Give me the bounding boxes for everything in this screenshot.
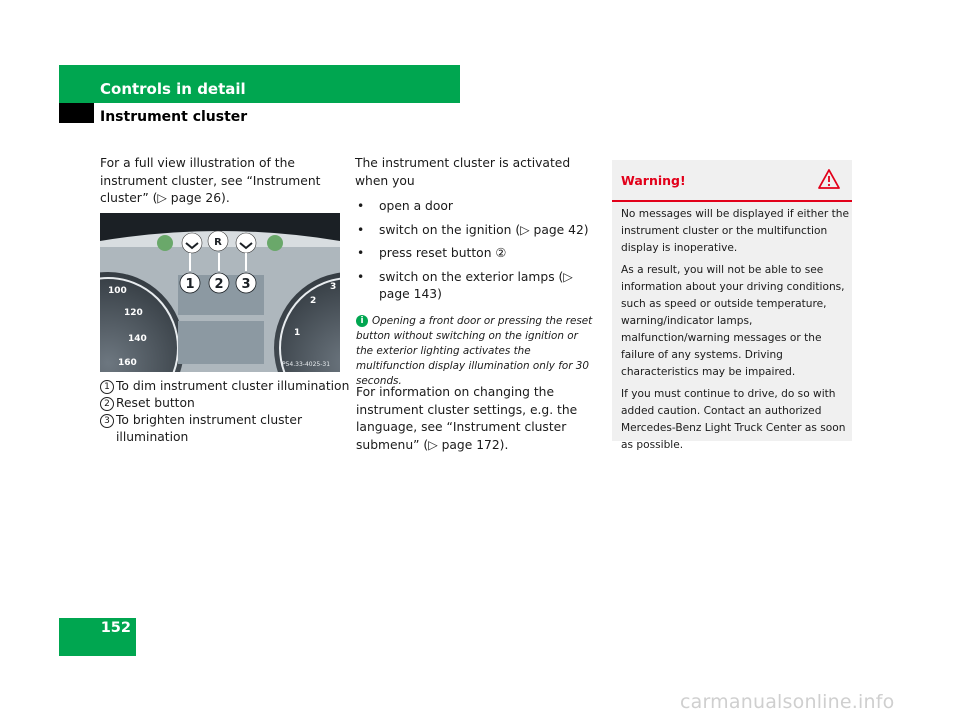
note-text: Opening a front door or pressing the reset button without switching on the ignition or the exterior lighting activates the multifunction display illumination only for 30 seconds. bbox=[356, 315, 593, 387]
subsection-title: Instrument cluster bbox=[100, 109, 248, 125]
warning-box bbox=[612, 160, 852, 451]
svg-text:140: 140 bbox=[128, 334, 147, 344]
page-number: 152 bbox=[100, 620, 131, 636]
warning-paragraph: As a result, you will not be able to see information about your driving conditions, such as speed or outside temperature, warning/indicator lamps, malfunction/warning messages or the failure of any systems. Driving characteristics may be impaired. bbox=[621, 264, 845, 378]
warning-header bbox=[612, 160, 852, 202]
legend-item bbox=[100, 395, 350, 412]
bullet-icon: • bbox=[357, 199, 365, 213]
section-title: Controls in detail bbox=[100, 80, 246, 98]
svg-text:2: 2 bbox=[310, 296, 317, 306]
info-note bbox=[356, 314, 596, 389]
settings-paragraph: For information on changing the instrument cluster settings, e.g. the language, see “Instrument cluster submenu” (▷ page 172). bbox=[356, 385, 578, 452]
warning-paragraph: If you must continue to drive, do so with added caution. Contact an authorized Mercedes-Benz Light Truck Center as soon as possible. bbox=[621, 388, 846, 451]
legend-item bbox=[100, 412, 350, 446]
list-item: • open a door bbox=[355, 198, 600, 216]
activation-intro: The instrument cluster is activated when you bbox=[355, 156, 571, 188]
legend-text: To brighten instrument cluster illumination bbox=[116, 413, 302, 444]
warning-paragraph: No messages will be displayed if either the instrument cluster or the multifunction display is inoperative. bbox=[621, 208, 849, 254]
svg-text:160: 160 bbox=[118, 358, 137, 368]
svg-text:3: 3 bbox=[330, 282, 337, 292]
bullet-icon: • bbox=[357, 222, 365, 237]
svg-text:3: 3 bbox=[241, 277, 251, 292]
list-item: • switch on the exterior lamps (▷ page 143) bbox=[355, 269, 600, 304]
svg-text:2: 2 bbox=[214, 277, 224, 292]
bullet-icon: • bbox=[357, 246, 365, 260]
warning-title: Warning! bbox=[621, 173, 686, 188]
info-icon: i bbox=[356, 315, 368, 327]
svg-text:R: R bbox=[214, 237, 222, 248]
legend-item bbox=[100, 378, 350, 395]
warning-body bbox=[621, 206, 849, 459]
subsection-marker bbox=[59, 103, 94, 123]
legend-text: Reset button bbox=[116, 396, 195, 410]
photo-code: P54.33-4025-31 bbox=[282, 361, 331, 368]
svg-text:100: 100 bbox=[108, 286, 127, 296]
intro-paragraph: For a full view illustration of the instrument cluster, see “Instrument cluster” (▷ page 26). bbox=[100, 156, 321, 205]
callout-number: 2 bbox=[100, 397, 114, 411]
list-item: • press reset button ② bbox=[355, 245, 600, 263]
activation-list bbox=[355, 198, 600, 304]
svg-text:120: 120 bbox=[124, 308, 143, 318]
legend-text: To dim instrument cluster illumination bbox=[116, 379, 350, 393]
list-item: • switch on the ignition (▷ page 42) bbox=[355, 222, 600, 240]
activation-section bbox=[355, 155, 600, 310]
callout-number: 3 bbox=[100, 414, 114, 428]
instrument-cluster-photo bbox=[100, 213, 340, 372]
bullet-icon: • bbox=[357, 269, 365, 284]
watermark: carmanualsonline.info bbox=[680, 691, 895, 713]
svg-text:1: 1 bbox=[294, 328, 301, 338]
warning-triangle-icon bbox=[818, 169, 840, 193]
svg-text:1: 1 bbox=[185, 277, 195, 292]
callout-number: 1 bbox=[100, 380, 114, 394]
callout-legend bbox=[100, 378, 350, 446]
